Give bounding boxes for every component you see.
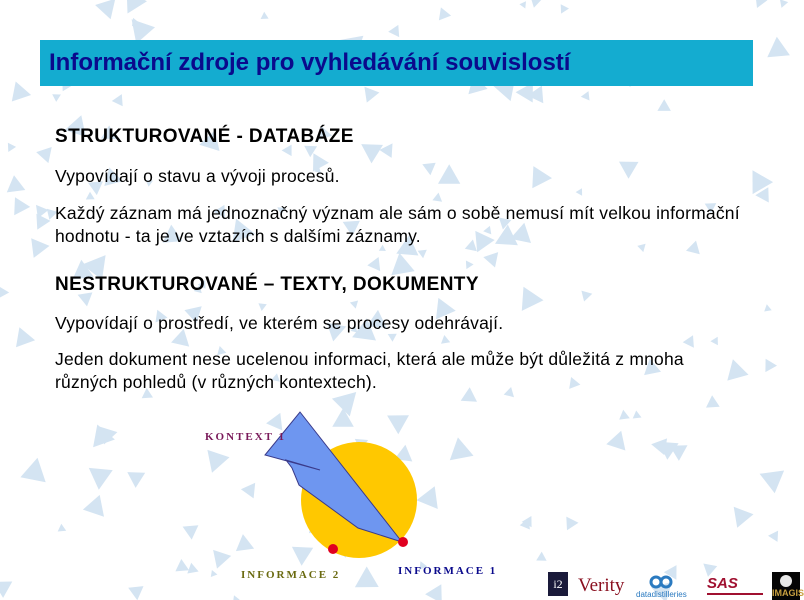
section-structured-paragraph-1: Vypovídají o stavu a vývoji procesů.: [55, 166, 340, 186]
section-heading-unstructured: NESTRUKTUROVANÉ – TEXTY, DOKUMENTY: [55, 274, 479, 295]
information-1-dot: [398, 537, 408, 547]
datadistilleries-logo: datadistilleries: [636, 574, 696, 600]
section-unstructured-paragraph-1: Vypovídají o prostředí, ve kterém se procesy odehrávají.: [55, 313, 504, 333]
slide-title: Informační zdroje pro vyhledávání souvislostí: [49, 49, 571, 76]
imagis-logo: IMAGIS: [772, 572, 800, 600]
information-1-label: INFORMACE 1: [398, 565, 498, 577]
section-heading-structured: STRUKTUROVANÉ - DATABÁZE: [55, 126, 354, 147]
verity-logo: Verity: [578, 575, 625, 596]
information-2-dot: [328, 544, 338, 554]
section-unstructured-paragraph-2: Jeden dokument nese ucelenou informaci, která ale může být důležitá z mnoha různých pohledů (v různých kontextech).: [55, 349, 684, 392]
information-2-label: INFORMACE 2: [241, 569, 341, 581]
section-structured-paragraph-2: Každý záznam má jednoznačný význam ale sám o sobě nemusí mít velkou informační hodnotu - ta je ve vztazích s dalšími záznamy.: [55, 203, 740, 246]
context-1-label: KONTEXT 1: [205, 431, 287, 443]
sas-logo: SAS: [707, 575, 767, 599]
i2-logo: i2: [548, 572, 568, 596]
